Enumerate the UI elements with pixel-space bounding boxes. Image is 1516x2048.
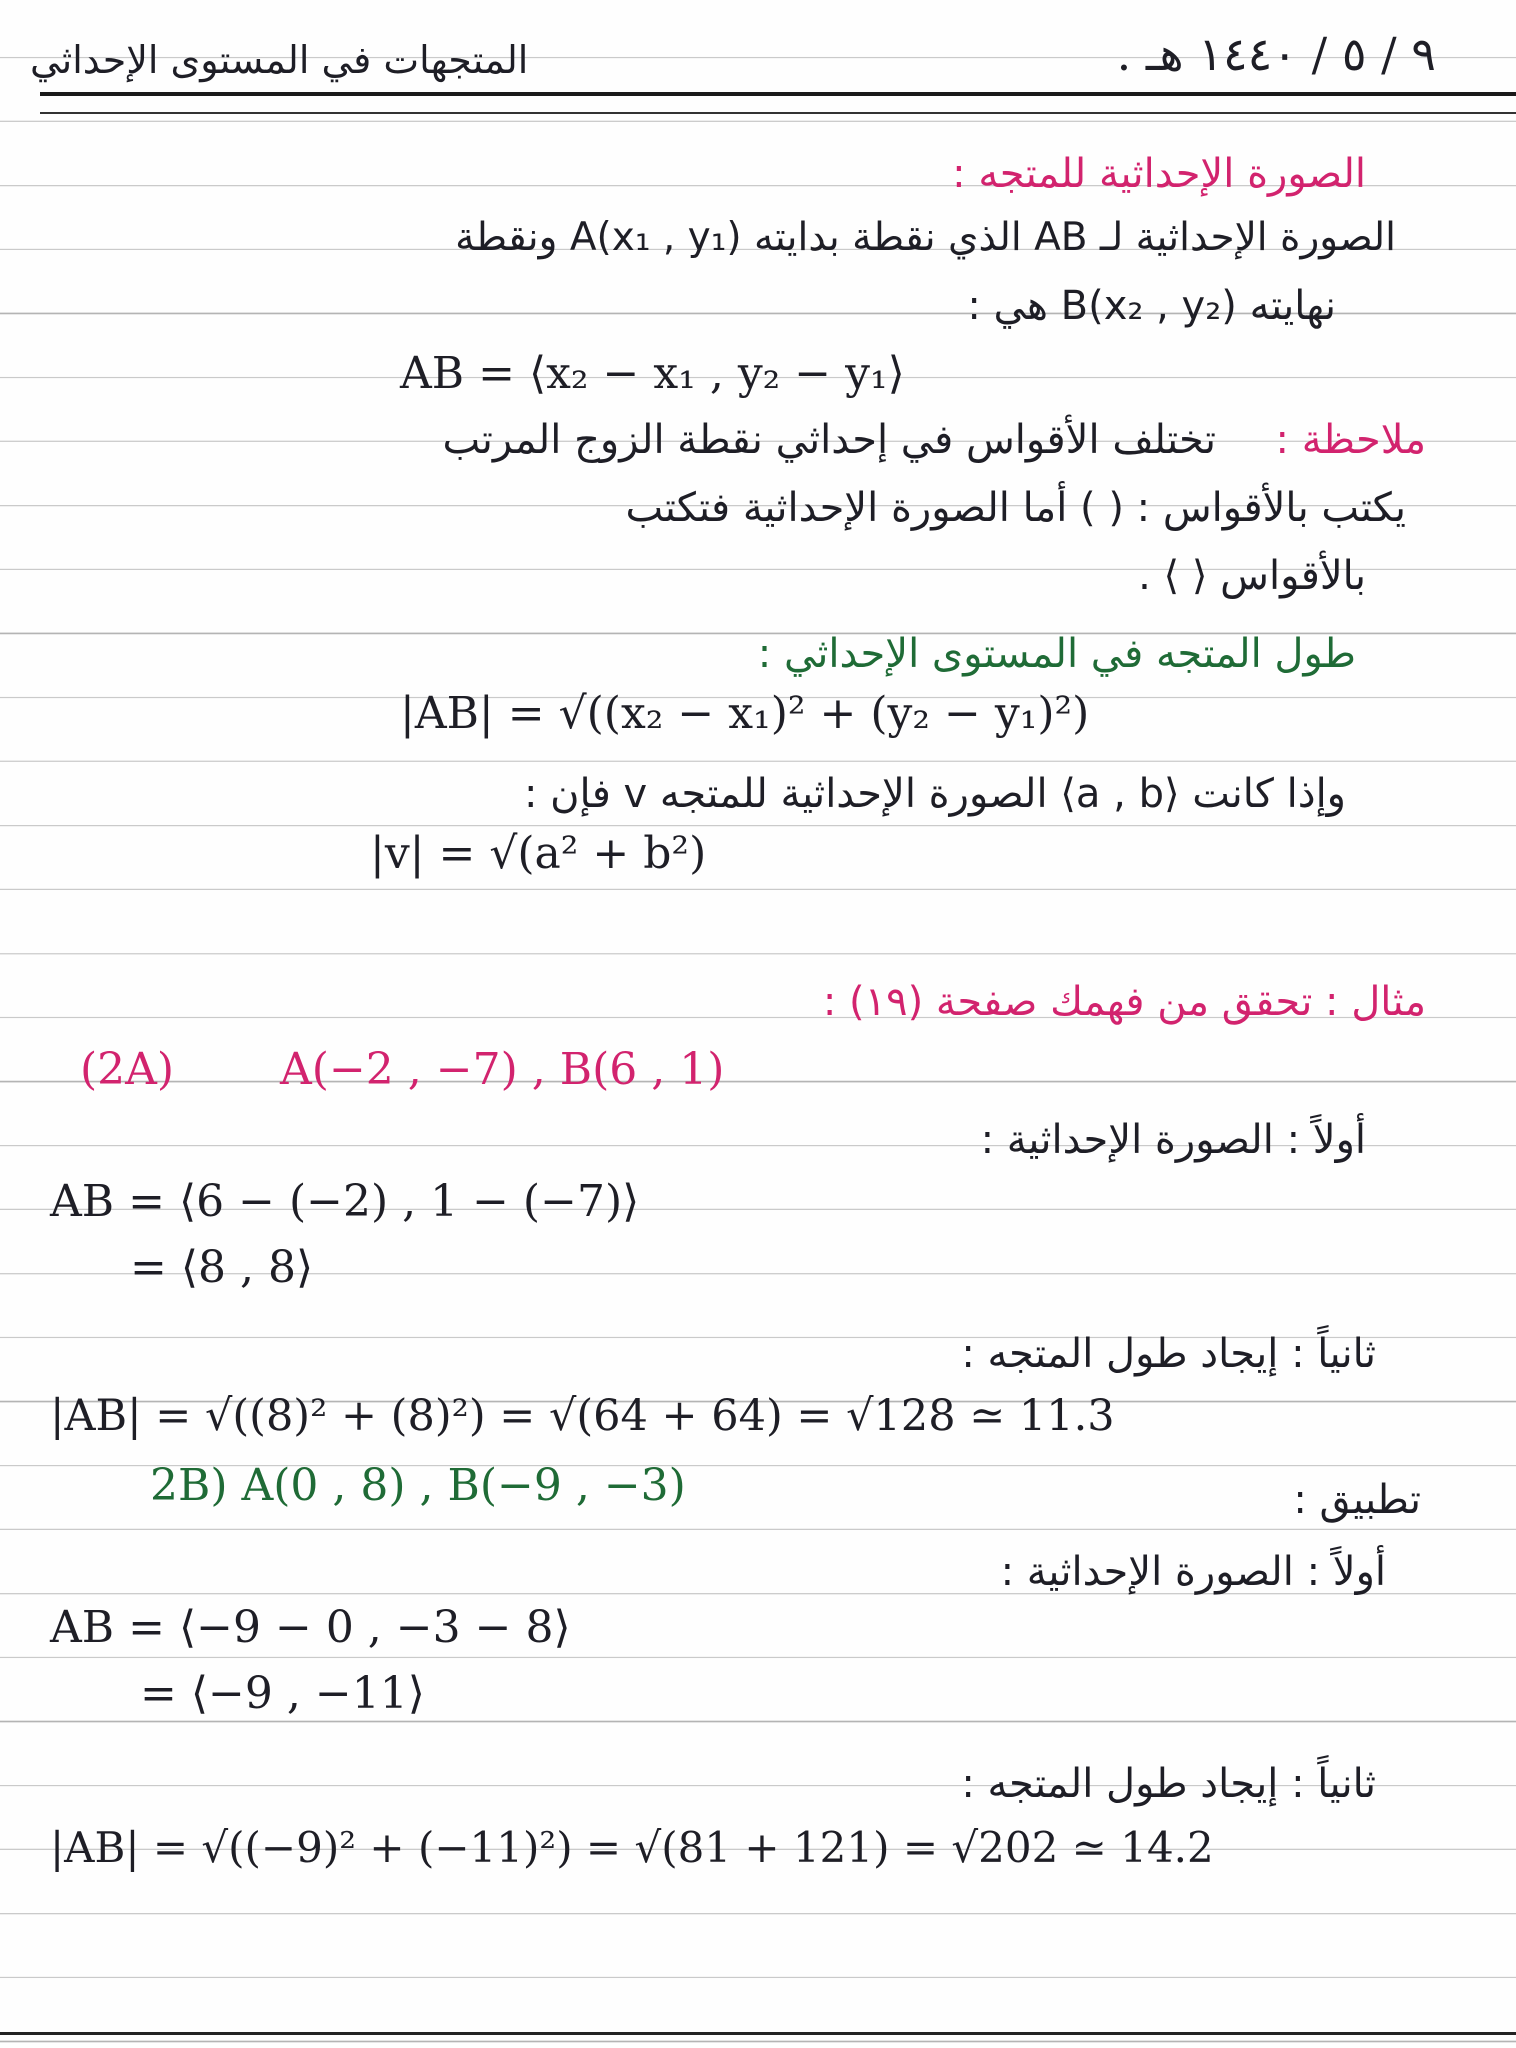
header-rule-thin [40, 112, 1516, 114]
practice-points: 2B) A(0 , 8) , B(−9 , −3) [150, 1460, 686, 1511]
header-rule [40, 92, 1516, 96]
practice-first-step: أولاً : الصورة الإحداثية : [1000, 1549, 1386, 1595]
coordinate-form-formula: AB = ⟨x₂ − x₁ , y₂ − y₁⟩ [400, 348, 905, 399]
practice-label: تطبيق : [1293, 1477, 1421, 1523]
note-line-1: تختلف الأقواس في إحداثي نقطة الزوج المرتب [442, 417, 1216, 463]
if-coordinates-line: وإذا كانت ⟨a , b⟩ الصورة الإحداثية للمتجه v فإن : [523, 771, 1346, 817]
page-bottom-edge [0, 2032, 1516, 2035]
practice-ab-expression: AB = ⟨−9 − 0 , −3 − 8⟩ [50, 1602, 571, 1653]
note-label: ملاحظة : [1275, 417, 1426, 463]
section-heading-vector-length: طول المتجه في المستوى الإحداثي : [757, 631, 1356, 677]
example-ab-result: = ⟨8 , 8⟩ [130, 1242, 314, 1293]
example-second-step: ثانياً : إيجاد طول المتجه : [961, 1331, 1376, 1377]
note-line-2: يكتب بالأقواس : ( ) أما الصورة الإحداثية فتكتب [625, 485, 1406, 531]
example-first-step: أولاً : الصورة الإحداثية : [980, 1117, 1366, 1163]
practice-ab-result: = ⟨−9 , −11⟩ [140, 1668, 425, 1719]
practice-second-step: ثانياً : إيجاد طول المتجه : [961, 1761, 1376, 1807]
practice-length-calculation: |AB| = √((−9)² + (−11)²) = √(81 + 121) = √202 ≃ 14.2 [50, 1823, 1214, 1872]
example-ab-expression: AB = ⟨6 − (−2) , 1 − (−7)⟩ [50, 1176, 640, 1227]
note-line-3: بالأقواس ⟨ ⟩ . [1138, 553, 1366, 599]
example-label-2a: (2A) [80, 1044, 175, 1095]
definition-line-2: نهايته B(x₂ , y₂) هي : [967, 283, 1336, 329]
example-heading: مثال : تحقق من فهمك صفحة (١٩) : [822, 979, 1426, 1025]
example-length-calculation: |AB| = √((8)² + (8)²) = √(64 + 64) = √128 ≃ 11.3 [50, 1391, 1115, 1441]
page-title: المتجهات في المستوى الإحداثي [30, 38, 529, 82]
section-heading-coordinate-form: الصورة الإحداثية للمتجه : [952, 151, 1366, 197]
magnitude-v-formula: |v| = √(a² + b²) [370, 828, 707, 879]
page-date: ٩ / ٥ / ١٤٤٠ هـ . [1116, 27, 1436, 81]
definition-line-1: الصورة الإحداثية لـ AB الذي نقطة بدايته A(x₁ , y₁) ونقطة [455, 215, 1396, 260]
example-points: A(−2 , −7) , B(6 , 1) [280, 1044, 725, 1095]
vector-length-formula: |AB| = √((x₂ − x₁)² + (y₂ − y₁)²) [400, 688, 1090, 739]
